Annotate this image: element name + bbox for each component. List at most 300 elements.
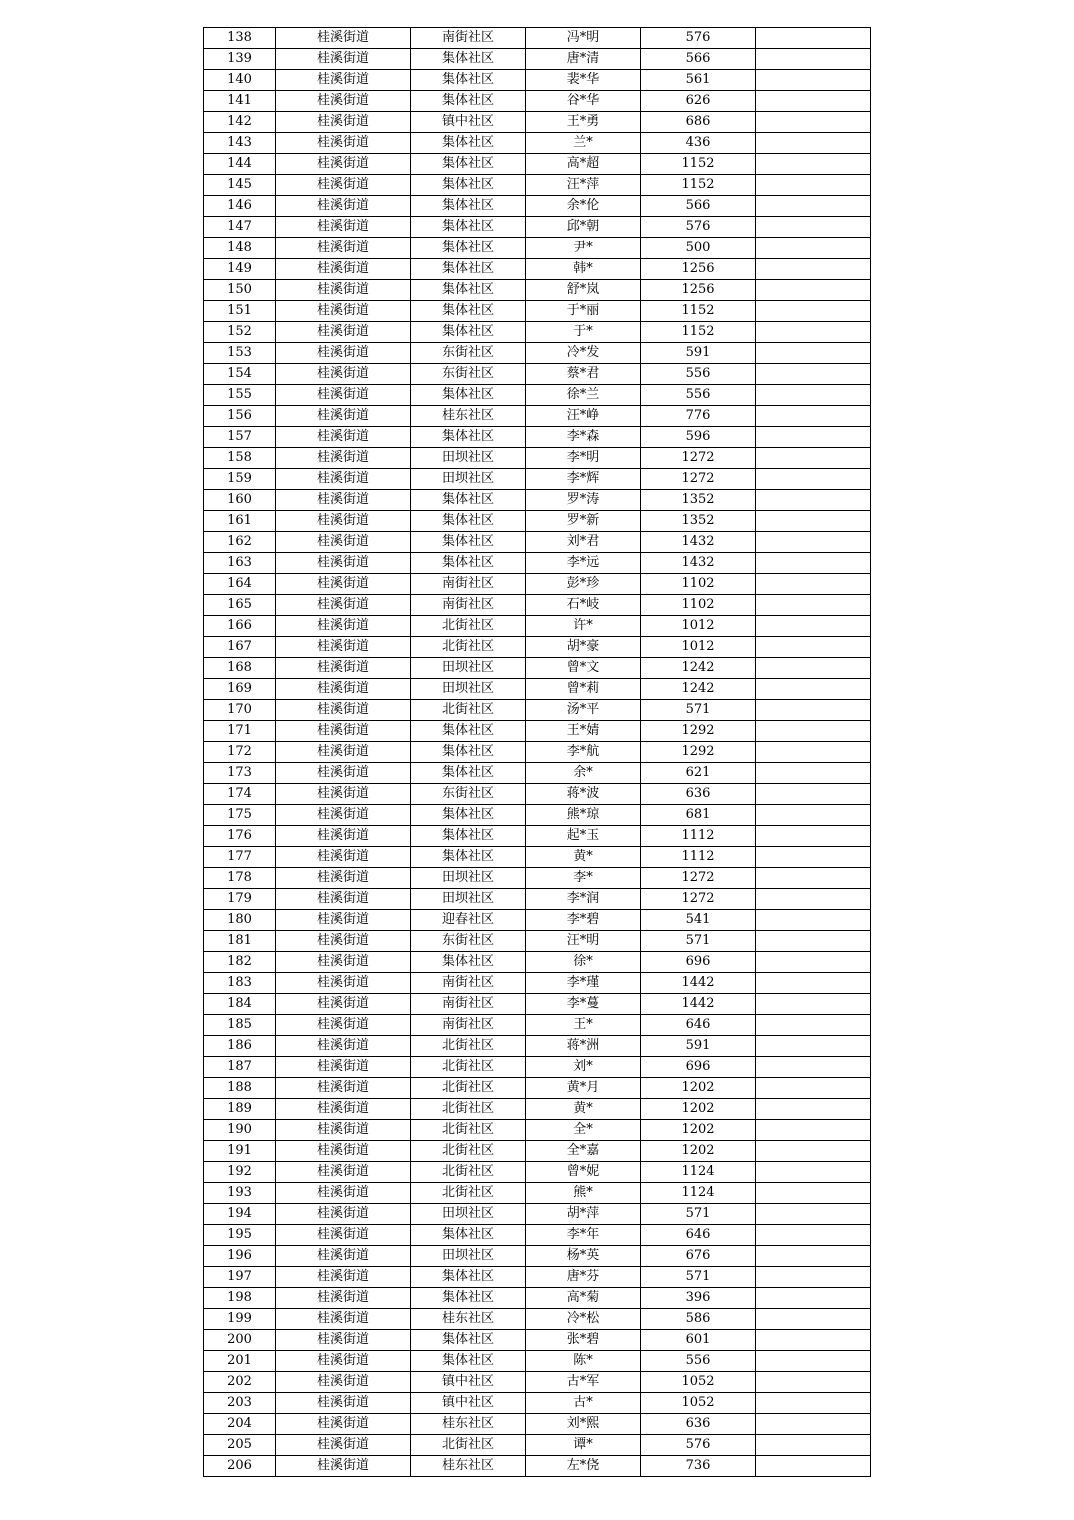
remark-cell bbox=[756, 973, 871, 994]
remark-cell bbox=[756, 28, 871, 49]
row-number-cell: 204 bbox=[204, 1414, 276, 1435]
row-number-cell: 187 bbox=[204, 1057, 276, 1078]
street-cell: 桂溪街道 bbox=[276, 553, 411, 574]
row-number-cell: 160 bbox=[204, 490, 276, 511]
person-name-cell: 曾*文 bbox=[526, 658, 641, 679]
row-number-cell: 143 bbox=[204, 133, 276, 154]
community-cell: 集体社区 bbox=[411, 532, 526, 553]
street-cell: 桂溪街道 bbox=[276, 49, 411, 70]
remark-cell bbox=[756, 553, 871, 574]
amount-cell: 1202 bbox=[641, 1120, 756, 1141]
remark-cell bbox=[756, 1183, 871, 1204]
remark-cell bbox=[756, 1078, 871, 1099]
amount-cell: 621 bbox=[641, 763, 756, 784]
person-name-cell: 谭* bbox=[526, 1435, 641, 1456]
street-cell: 桂溪街道 bbox=[276, 406, 411, 427]
remark-cell bbox=[756, 931, 871, 952]
remark-cell bbox=[756, 1141, 871, 1162]
person-name-cell: 左*侥 bbox=[526, 1456, 641, 1477]
table-row bbox=[204, 322, 871, 343]
table-row bbox=[204, 889, 871, 910]
community-cell: 集体社区 bbox=[411, 217, 526, 238]
person-name-cell: 徐* bbox=[526, 952, 641, 973]
table-row bbox=[204, 637, 871, 658]
amount-cell: 1432 bbox=[641, 532, 756, 553]
amount-cell: 1152 bbox=[641, 301, 756, 322]
street-cell: 桂溪街道 bbox=[276, 1162, 411, 1183]
table-row bbox=[204, 910, 871, 931]
remark-cell bbox=[756, 1099, 871, 1120]
street-cell: 桂溪街道 bbox=[276, 574, 411, 595]
street-cell: 桂溪街道 bbox=[276, 658, 411, 679]
row-number-cell: 163 bbox=[204, 553, 276, 574]
row-number-cell: 141 bbox=[204, 91, 276, 112]
street-cell: 桂溪街道 bbox=[276, 721, 411, 742]
row-number-cell: 179 bbox=[204, 889, 276, 910]
street-cell: 桂溪街道 bbox=[276, 763, 411, 784]
street-cell: 桂溪街道 bbox=[276, 826, 411, 847]
amount-cell: 571 bbox=[641, 1204, 756, 1225]
table-row bbox=[204, 154, 871, 175]
person-name-cell: 熊* bbox=[526, 1183, 641, 1204]
remark-cell bbox=[756, 511, 871, 532]
amount-cell: 686 bbox=[641, 112, 756, 133]
remark-cell bbox=[756, 1288, 871, 1309]
table-row bbox=[204, 1099, 871, 1120]
amount-cell: 1202 bbox=[641, 1099, 756, 1120]
person-name-cell: 曾*莉 bbox=[526, 679, 641, 700]
person-name-cell: 曾*妮 bbox=[526, 1162, 641, 1183]
remark-cell bbox=[756, 343, 871, 364]
row-number-cell: 164 bbox=[204, 574, 276, 595]
person-name-cell: 冯*明 bbox=[526, 28, 641, 49]
table-row bbox=[204, 721, 871, 742]
amount-cell: 1272 bbox=[641, 448, 756, 469]
row-number-cell: 206 bbox=[204, 1456, 276, 1477]
person-name-cell: 王*婧 bbox=[526, 721, 641, 742]
street-cell: 桂溪街道 bbox=[276, 679, 411, 700]
street-cell: 桂溪街道 bbox=[276, 1330, 411, 1351]
row-number-cell: 183 bbox=[204, 973, 276, 994]
remark-cell bbox=[756, 658, 871, 679]
row-number-cell: 169 bbox=[204, 679, 276, 700]
row-number-cell: 151 bbox=[204, 301, 276, 322]
amount-cell: 1202 bbox=[641, 1078, 756, 1099]
person-name-cell: 刘*熙 bbox=[526, 1414, 641, 1435]
amount-cell: 646 bbox=[641, 1225, 756, 1246]
amount-cell: 591 bbox=[641, 1036, 756, 1057]
person-name-cell: 熊*琼 bbox=[526, 805, 641, 826]
street-cell: 桂溪街道 bbox=[276, 1414, 411, 1435]
amount-cell: 1242 bbox=[641, 679, 756, 700]
table-row bbox=[204, 469, 871, 490]
community-cell: 镇中社区 bbox=[411, 112, 526, 133]
remark-cell bbox=[756, 364, 871, 385]
community-cell: 集体社区 bbox=[411, 238, 526, 259]
row-number-cell: 161 bbox=[204, 511, 276, 532]
amount-cell: 1256 bbox=[641, 280, 756, 301]
row-number-cell: 196 bbox=[204, 1246, 276, 1267]
person-name-cell: 冷*松 bbox=[526, 1309, 641, 1330]
street-cell: 桂溪街道 bbox=[276, 91, 411, 112]
person-name-cell: 余*伦 bbox=[526, 196, 641, 217]
remark-cell bbox=[756, 1435, 871, 1456]
amount-cell: 1202 bbox=[641, 1141, 756, 1162]
community-cell: 南街社区 bbox=[411, 1015, 526, 1036]
person-name-cell: 黄* bbox=[526, 847, 641, 868]
person-name-cell: 冷*发 bbox=[526, 343, 641, 364]
table-row bbox=[204, 49, 871, 70]
table-row bbox=[204, 952, 871, 973]
street-cell: 桂溪街道 bbox=[276, 196, 411, 217]
street-cell: 桂溪街道 bbox=[276, 1246, 411, 1267]
community-cell: 南街社区 bbox=[411, 574, 526, 595]
community-cell: 北街社区 bbox=[411, 1057, 526, 1078]
amount-cell: 1152 bbox=[641, 175, 756, 196]
remark-cell bbox=[756, 175, 871, 196]
amount-cell: 500 bbox=[641, 238, 756, 259]
street-cell: 桂溪街道 bbox=[276, 1267, 411, 1288]
person-name-cell: 张*碧 bbox=[526, 1330, 641, 1351]
remark-cell bbox=[756, 133, 871, 154]
community-cell: 集体社区 bbox=[411, 742, 526, 763]
amount-cell: 396 bbox=[641, 1288, 756, 1309]
row-number-cell: 184 bbox=[204, 994, 276, 1015]
street-cell: 桂溪街道 bbox=[276, 175, 411, 196]
community-cell: 集体社区 bbox=[411, 259, 526, 280]
table-row bbox=[204, 1225, 871, 1246]
amount-cell: 571 bbox=[641, 1267, 756, 1288]
row-number-cell: 175 bbox=[204, 805, 276, 826]
remark-cell bbox=[756, 427, 871, 448]
row-number-cell: 186 bbox=[204, 1036, 276, 1057]
row-number-cell: 193 bbox=[204, 1183, 276, 1204]
row-number-cell: 165 bbox=[204, 595, 276, 616]
street-cell: 桂溪街道 bbox=[276, 1309, 411, 1330]
street-cell: 桂溪街道 bbox=[276, 28, 411, 49]
street-cell: 桂溪街道 bbox=[276, 238, 411, 259]
row-number-cell: 173 bbox=[204, 763, 276, 784]
row-number-cell: 153 bbox=[204, 343, 276, 364]
table-row bbox=[204, 280, 871, 301]
person-name-cell: 李*明 bbox=[526, 448, 641, 469]
row-number-cell: 199 bbox=[204, 1309, 276, 1330]
amount-cell: 1124 bbox=[641, 1183, 756, 1204]
person-name-cell: 徐*兰 bbox=[526, 385, 641, 406]
community-cell: 东街社区 bbox=[411, 931, 526, 952]
table-row bbox=[204, 448, 871, 469]
amount-cell: 1242 bbox=[641, 658, 756, 679]
community-cell: 集体社区 bbox=[411, 322, 526, 343]
remark-cell bbox=[756, 1015, 871, 1036]
street-cell: 桂溪街道 bbox=[276, 217, 411, 238]
street-cell: 桂溪街道 bbox=[276, 343, 411, 364]
table-row bbox=[204, 1183, 871, 1204]
street-cell: 桂溪街道 bbox=[276, 1078, 411, 1099]
amount-cell: 636 bbox=[641, 1414, 756, 1435]
amount-cell: 1102 bbox=[641, 574, 756, 595]
row-number-cell: 148 bbox=[204, 238, 276, 259]
row-number-cell: 203 bbox=[204, 1393, 276, 1414]
person-name-cell: 古*军 bbox=[526, 1372, 641, 1393]
street-cell: 桂溪街道 bbox=[276, 511, 411, 532]
row-number-cell: 185 bbox=[204, 1015, 276, 1036]
table-row bbox=[204, 805, 871, 826]
remark-cell bbox=[756, 469, 871, 490]
community-cell: 南街社区 bbox=[411, 994, 526, 1015]
remark-cell bbox=[756, 1351, 871, 1372]
community-cell: 集体社区 bbox=[411, 175, 526, 196]
community-cell: 集体社区 bbox=[411, 91, 526, 112]
row-number-cell: 162 bbox=[204, 532, 276, 553]
remark-cell bbox=[756, 679, 871, 700]
remark-cell bbox=[756, 1120, 871, 1141]
street-cell: 桂溪街道 bbox=[276, 112, 411, 133]
remark-cell bbox=[756, 406, 871, 427]
remark-cell bbox=[756, 847, 871, 868]
street-cell: 桂溪街道 bbox=[276, 595, 411, 616]
community-cell: 田坝社区 bbox=[411, 1204, 526, 1225]
person-name-cell: 兰* bbox=[526, 133, 641, 154]
row-number-cell: 181 bbox=[204, 931, 276, 952]
remark-cell bbox=[756, 448, 871, 469]
amount-cell: 436 bbox=[641, 133, 756, 154]
street-cell: 桂溪街道 bbox=[276, 910, 411, 931]
amount-cell: 566 bbox=[641, 49, 756, 70]
amount-cell: 681 bbox=[641, 805, 756, 826]
table-row bbox=[204, 1288, 871, 1309]
community-cell: 集体社区 bbox=[411, 301, 526, 322]
community-cell: 集体社区 bbox=[411, 49, 526, 70]
amount-cell: 1272 bbox=[641, 469, 756, 490]
amount-cell: 556 bbox=[641, 364, 756, 385]
person-name-cell: 全*嘉 bbox=[526, 1141, 641, 1162]
person-name-cell: 刘*君 bbox=[526, 532, 641, 553]
person-name-cell: 高*菊 bbox=[526, 1288, 641, 1309]
community-cell: 集体社区 bbox=[411, 385, 526, 406]
street-cell: 桂溪街道 bbox=[276, 1015, 411, 1036]
community-cell: 集体社区 bbox=[411, 1351, 526, 1372]
table-row bbox=[204, 868, 871, 889]
data-table bbox=[203, 27, 871, 1477]
community-cell: 田坝社区 bbox=[411, 868, 526, 889]
amount-cell: 601 bbox=[641, 1330, 756, 1351]
remark-cell bbox=[756, 1372, 871, 1393]
person-name-cell: 汪*峥 bbox=[526, 406, 641, 427]
remark-cell bbox=[756, 301, 871, 322]
community-cell: 北街社区 bbox=[411, 1036, 526, 1057]
person-name-cell: 李*碧 bbox=[526, 910, 641, 931]
amount-cell: 696 bbox=[641, 1057, 756, 1078]
remark-cell bbox=[756, 154, 871, 175]
amount-cell: 1442 bbox=[641, 973, 756, 994]
remark-cell bbox=[756, 742, 871, 763]
community-cell: 北街社区 bbox=[411, 637, 526, 658]
table-row bbox=[204, 1015, 871, 1036]
community-cell: 集体社区 bbox=[411, 154, 526, 175]
remark-cell bbox=[756, 70, 871, 91]
remark-cell bbox=[756, 1036, 871, 1057]
row-number-cell: 138 bbox=[204, 28, 276, 49]
remark-cell bbox=[756, 1267, 871, 1288]
community-cell: 南街社区 bbox=[411, 595, 526, 616]
table-row bbox=[204, 1456, 871, 1477]
person-name-cell: 黄*月 bbox=[526, 1078, 641, 1099]
amount-cell: 541 bbox=[641, 910, 756, 931]
table-row bbox=[204, 1372, 871, 1393]
person-name-cell: 于* bbox=[526, 322, 641, 343]
remark-cell bbox=[756, 1225, 871, 1246]
table-row bbox=[204, 826, 871, 847]
amount-cell: 1152 bbox=[641, 322, 756, 343]
community-cell: 集体社区 bbox=[411, 196, 526, 217]
person-name-cell: 罗*新 bbox=[526, 511, 641, 532]
table-row bbox=[204, 700, 871, 721]
table-row bbox=[204, 406, 871, 427]
community-cell: 东街社区 bbox=[411, 343, 526, 364]
amount-cell: 1442 bbox=[641, 994, 756, 1015]
amount-cell: 561 bbox=[641, 70, 756, 91]
table-row bbox=[204, 1435, 871, 1456]
remark-cell bbox=[756, 826, 871, 847]
community-cell: 桂东社区 bbox=[411, 1456, 526, 1477]
amount-cell: 576 bbox=[641, 217, 756, 238]
person-name-cell: 全* bbox=[526, 1120, 641, 1141]
table-row bbox=[204, 679, 871, 700]
remark-cell bbox=[756, 994, 871, 1015]
remark-cell bbox=[756, 868, 871, 889]
community-cell: 北街社区 bbox=[411, 1162, 526, 1183]
table-row bbox=[204, 784, 871, 805]
person-name-cell: 起*玉 bbox=[526, 826, 641, 847]
row-number-cell: 168 bbox=[204, 658, 276, 679]
street-cell: 桂溪街道 bbox=[276, 1435, 411, 1456]
row-number-cell: 191 bbox=[204, 1141, 276, 1162]
table-row bbox=[204, 994, 871, 1015]
person-name-cell: 黄* bbox=[526, 1099, 641, 1120]
table-row bbox=[204, 973, 871, 994]
street-cell: 桂溪街道 bbox=[276, 364, 411, 385]
remark-cell bbox=[756, 490, 871, 511]
table-row bbox=[204, 1309, 871, 1330]
table-row bbox=[204, 511, 871, 532]
person-name-cell: 韩* bbox=[526, 259, 641, 280]
row-number-cell: 205 bbox=[204, 1435, 276, 1456]
community-cell: 桂东社区 bbox=[411, 1414, 526, 1435]
table-row bbox=[204, 91, 871, 112]
row-number-cell: 170 bbox=[204, 700, 276, 721]
community-cell: 集体社区 bbox=[411, 490, 526, 511]
table-row bbox=[204, 763, 871, 784]
amount-cell: 571 bbox=[641, 931, 756, 952]
street-cell: 桂溪街道 bbox=[276, 448, 411, 469]
amount-cell: 1152 bbox=[641, 154, 756, 175]
remark-cell bbox=[756, 238, 871, 259]
street-cell: 桂溪街道 bbox=[276, 70, 411, 91]
remark-cell bbox=[756, 889, 871, 910]
amount-cell: 1256 bbox=[641, 259, 756, 280]
row-number-cell: 145 bbox=[204, 175, 276, 196]
table-row bbox=[204, 112, 871, 133]
person-name-cell: 李*蔓 bbox=[526, 994, 641, 1015]
table-row bbox=[204, 532, 871, 553]
table-row bbox=[204, 616, 871, 637]
row-number-cell: 197 bbox=[204, 1267, 276, 1288]
person-name-cell: 于*丽 bbox=[526, 301, 641, 322]
table-row bbox=[204, 1204, 871, 1225]
row-number-cell: 198 bbox=[204, 1288, 276, 1309]
amount-cell: 586 bbox=[641, 1309, 756, 1330]
person-name-cell: 李*远 bbox=[526, 553, 641, 574]
community-cell: 镇中社区 bbox=[411, 1372, 526, 1393]
remark-cell bbox=[756, 595, 871, 616]
community-cell: 田坝社区 bbox=[411, 679, 526, 700]
street-cell: 桂溪街道 bbox=[276, 154, 411, 175]
remark-cell bbox=[756, 1309, 871, 1330]
community-cell: 集体社区 bbox=[411, 805, 526, 826]
person-name-cell: 汤*平 bbox=[526, 700, 641, 721]
row-number-cell: 182 bbox=[204, 952, 276, 973]
amount-cell: 1352 bbox=[641, 511, 756, 532]
remark-cell bbox=[756, 1393, 871, 1414]
community-cell: 集体社区 bbox=[411, 952, 526, 973]
person-name-cell: 蒋*洲 bbox=[526, 1036, 641, 1057]
street-cell: 桂溪街道 bbox=[276, 805, 411, 826]
table-row bbox=[204, 1141, 871, 1162]
row-number-cell: 176 bbox=[204, 826, 276, 847]
row-number-cell: 139 bbox=[204, 49, 276, 70]
street-cell: 桂溪街道 bbox=[276, 259, 411, 280]
person-name-cell: 彭*珍 bbox=[526, 574, 641, 595]
amount-cell: 576 bbox=[641, 1435, 756, 1456]
person-name-cell: 李*航 bbox=[526, 742, 641, 763]
remark-cell bbox=[756, 532, 871, 553]
community-cell: 北街社区 bbox=[411, 1183, 526, 1204]
row-number-cell: 156 bbox=[204, 406, 276, 427]
remark-cell bbox=[756, 1162, 871, 1183]
remark-cell bbox=[756, 196, 871, 217]
amount-cell: 1272 bbox=[641, 889, 756, 910]
row-number-cell: 188 bbox=[204, 1078, 276, 1099]
row-number-cell: 190 bbox=[204, 1120, 276, 1141]
community-cell: 集体社区 bbox=[411, 847, 526, 868]
table-body bbox=[204, 28, 871, 1477]
table-row bbox=[204, 70, 871, 91]
street-cell: 桂溪街道 bbox=[276, 973, 411, 994]
community-cell: 东街社区 bbox=[411, 784, 526, 805]
street-cell: 桂溪街道 bbox=[276, 532, 411, 553]
community-cell: 北街社区 bbox=[411, 1435, 526, 1456]
amount-cell: 1052 bbox=[641, 1372, 756, 1393]
row-number-cell: 146 bbox=[204, 196, 276, 217]
amount-cell: 591 bbox=[641, 343, 756, 364]
remark-cell bbox=[756, 574, 871, 595]
person-name-cell: 许* bbox=[526, 616, 641, 637]
person-name-cell: 罗*涛 bbox=[526, 490, 641, 511]
amount-cell: 676 bbox=[641, 1246, 756, 1267]
remark-cell bbox=[756, 1057, 871, 1078]
table-row bbox=[204, 217, 871, 238]
person-name-cell: 古* bbox=[526, 1393, 641, 1414]
amount-cell: 1432 bbox=[641, 553, 756, 574]
community-cell: 集体社区 bbox=[411, 1330, 526, 1351]
amount-cell: 596 bbox=[641, 427, 756, 448]
street-cell: 桂溪街道 bbox=[276, 616, 411, 637]
community-cell: 集体社区 bbox=[411, 427, 526, 448]
community-cell: 集体社区 bbox=[411, 280, 526, 301]
street-cell: 桂溪街道 bbox=[276, 1288, 411, 1309]
person-name-cell: 李*瑾 bbox=[526, 973, 641, 994]
